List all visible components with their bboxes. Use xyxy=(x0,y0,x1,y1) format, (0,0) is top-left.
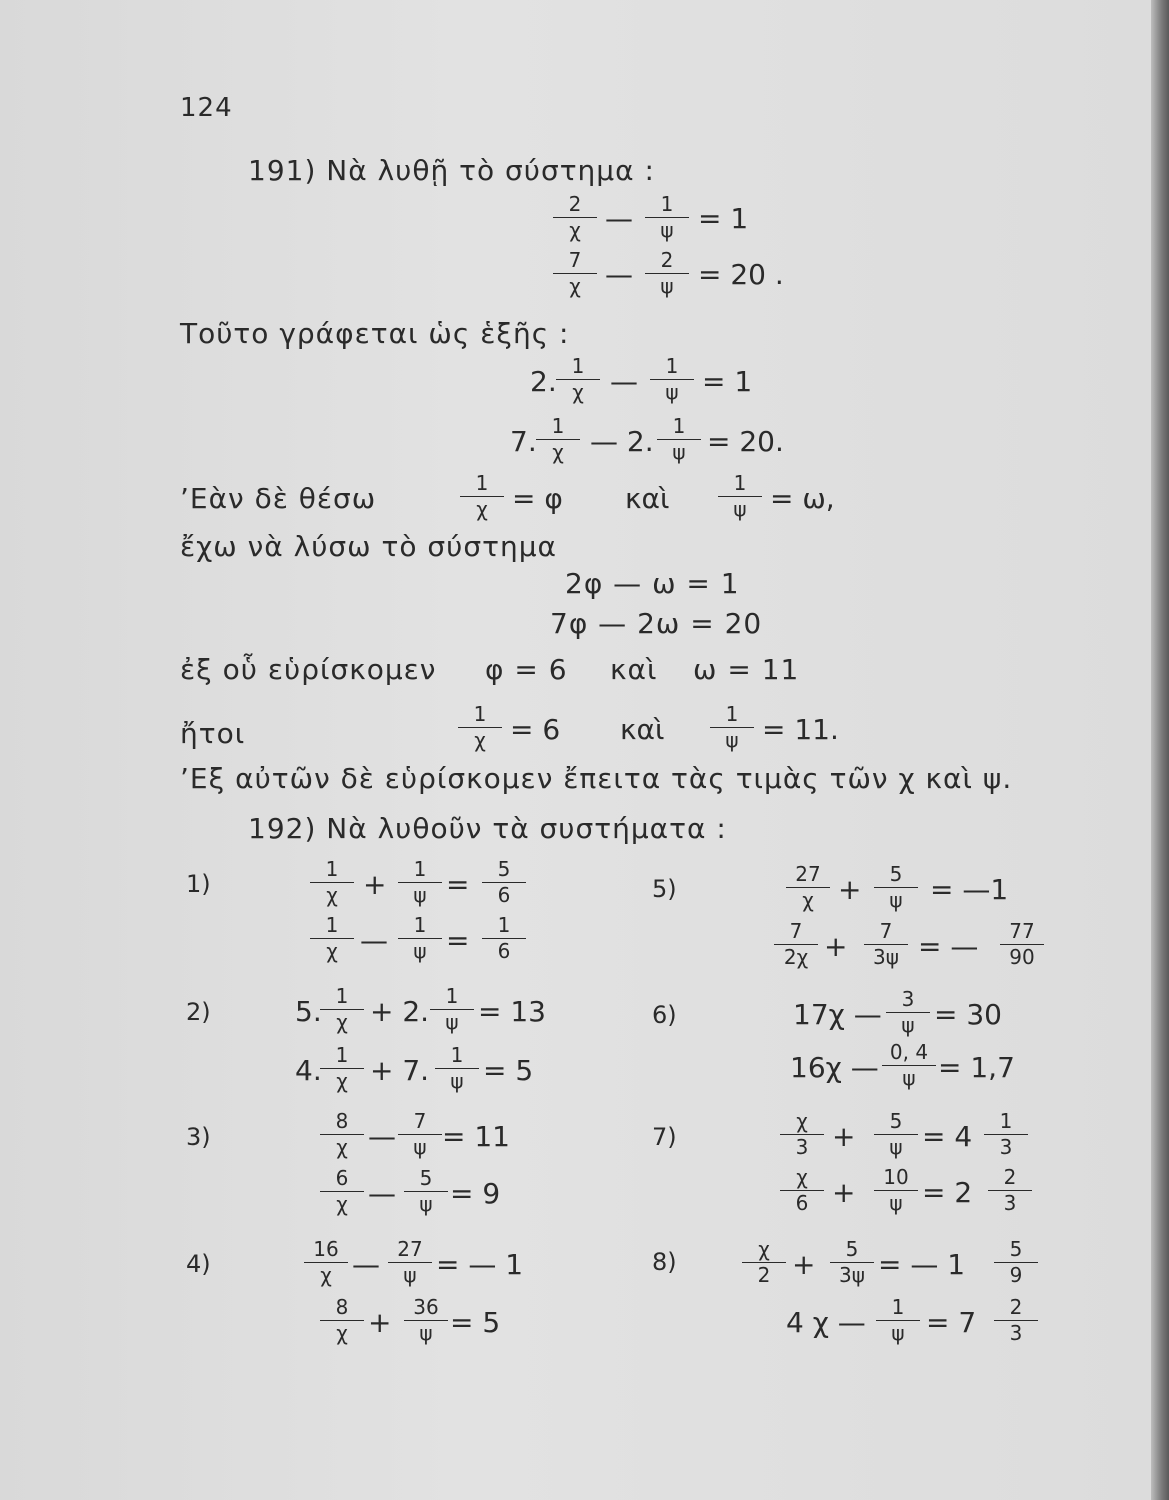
fraction: 5 ψ xyxy=(874,1110,918,1159)
fraction: 1 ψ xyxy=(657,415,701,464)
operator: = 2 xyxy=(922,1176,973,1209)
fraction: 1 ψ xyxy=(710,703,754,752)
system-label: 6) xyxy=(652,1001,677,1029)
fraction: 1 χ xyxy=(536,415,580,464)
equation-rhs: = 1 xyxy=(698,202,749,235)
equation-rhs: = 30 xyxy=(934,998,1002,1031)
page-number: 124 xyxy=(180,93,233,123)
fraction: 1 ψ xyxy=(398,858,442,907)
operator: = — xyxy=(918,930,979,963)
fraction: 1 χ xyxy=(310,914,354,963)
fraction: 1 3 xyxy=(984,1110,1028,1159)
operator: = 4 xyxy=(922,1120,973,1153)
problem-192-heading: 192) Νὰ λυθοῦν τὰ συστήματα : xyxy=(248,812,727,845)
equation-rhs: = 1,7 xyxy=(938,1051,1015,1084)
fraction: 2 ψ xyxy=(645,249,689,298)
substitution-text: ’Εὰν δὲ θέσω xyxy=(180,482,377,515)
fraction: 2 χ xyxy=(553,193,597,242)
conjunction-text: καὶ xyxy=(610,653,658,686)
fraction: χ 6 xyxy=(780,1166,824,1215)
fraction: 2 3 xyxy=(994,1296,1038,1345)
equation-rhs: = 13 xyxy=(478,995,546,1028)
fraction: 16 χ xyxy=(304,1238,348,1287)
fraction: 1 χ xyxy=(320,985,364,1034)
conjunction-text: καὶ xyxy=(620,713,665,746)
fraction: 1 χ xyxy=(310,858,354,907)
operator: = — 1 xyxy=(878,1248,966,1281)
operator: + 2. xyxy=(370,995,430,1028)
equation-rhs: = 20 . xyxy=(698,258,784,291)
operator: + xyxy=(838,873,862,906)
fraction: χ 2 xyxy=(742,1238,786,1287)
system-label: 1) xyxy=(186,870,211,898)
fraction: 5 9 xyxy=(994,1238,1038,1287)
operator: = 7 xyxy=(926,1306,977,1339)
equation-rhs: = 5 xyxy=(450,1306,501,1339)
fraction: 1 χ xyxy=(320,1044,364,1093)
result-rhs: = 6 xyxy=(510,713,561,746)
equation-rhs: = 9 xyxy=(450,1177,501,1210)
fraction: 7 2χ xyxy=(774,920,818,969)
fraction: 5 6 xyxy=(482,858,526,907)
solve-text: ἔχω νὰ λύσω τὸ σύστημα xyxy=(180,530,557,563)
fraction: 1 6 xyxy=(482,914,526,963)
fraction: 1 ψ xyxy=(435,1044,479,1093)
operator: — xyxy=(352,1248,380,1281)
equation-rhs: = — 1 xyxy=(436,1248,524,1281)
operator: — xyxy=(610,365,638,398)
coefficient: 17χ — xyxy=(793,998,882,1031)
system-label: 3) xyxy=(186,1123,211,1151)
fraction: 1 ψ xyxy=(718,472,762,521)
equation-rhs: = 5 xyxy=(483,1054,534,1087)
system-label: 2) xyxy=(186,998,211,1026)
fraction: 5 ψ xyxy=(404,1167,448,1216)
system-label: 7) xyxy=(652,1123,677,1151)
found-phi: φ = 6 xyxy=(485,653,568,686)
fraction: 1 ψ xyxy=(645,193,689,242)
operator: + xyxy=(832,1176,856,1209)
fraction: 5 ψ xyxy=(874,863,918,912)
equation-rhs: = 11 xyxy=(442,1120,510,1153)
equation-rhs: = 20. xyxy=(707,425,784,458)
rewrite-text: Τοῦτο γράφεται ὡς ἑξῆς : xyxy=(180,317,570,350)
operator: + xyxy=(368,1306,392,1339)
substitution-rhs: = φ xyxy=(512,482,563,515)
fraction: 2 3 xyxy=(988,1166,1032,1215)
operator: + xyxy=(363,868,387,901)
operator: — xyxy=(368,1177,396,1210)
coefficient: 4. xyxy=(295,1054,322,1087)
fraction: 8 χ xyxy=(320,1110,364,1159)
fraction: 1 ψ xyxy=(430,985,474,1034)
fraction: 1 ψ xyxy=(398,914,442,963)
final-text: ’Εξ αὐτῶν δὲ εὑρίσκομεν ἔπειτα τὰς τιμὰς τῶν χ καὶ ψ. xyxy=(180,762,1013,795)
equation-rhs: = 1 xyxy=(702,365,753,398)
fraction: 1 ψ xyxy=(650,355,694,404)
operator: + xyxy=(824,930,848,963)
book-spine xyxy=(1151,0,1169,1500)
fraction: 10 ψ xyxy=(874,1166,918,1215)
coefficient: 2. xyxy=(530,365,557,398)
result-rhs: = 11. xyxy=(762,713,839,746)
fraction: 6 χ xyxy=(320,1167,364,1216)
system-label: 4) xyxy=(186,1250,211,1278)
system-label: 8) xyxy=(652,1248,677,1276)
linear-equation-2: 7φ — 2ω = 20 xyxy=(550,607,763,640)
fraction: 7 ψ xyxy=(398,1110,442,1159)
hence-text: ἤτοι xyxy=(180,717,246,750)
fraction: 1 χ xyxy=(460,472,504,521)
fraction: 7 χ xyxy=(553,249,597,298)
fraction: 36 ψ xyxy=(404,1296,448,1345)
operator: + 7. xyxy=(370,1054,430,1087)
operator: — xyxy=(368,1120,396,1153)
linear-equation-1: 2φ — ω = 1 xyxy=(565,567,740,600)
fraction: χ 3 xyxy=(780,1110,824,1159)
fraction: 8 χ xyxy=(320,1296,364,1345)
operator: + xyxy=(792,1248,816,1281)
coefficient: 4 χ — xyxy=(786,1306,866,1339)
operator: + xyxy=(832,1120,856,1153)
coefficient: 16χ — xyxy=(790,1051,879,1084)
coefficient: 5. xyxy=(295,995,322,1028)
coefficient: 7. xyxy=(510,425,537,458)
fraction: 27 χ xyxy=(786,863,830,912)
operator: — 2. xyxy=(590,425,654,458)
fraction: 3 ψ xyxy=(886,988,930,1037)
conjunction-text: καὶ xyxy=(625,482,670,515)
fraction: 1 χ xyxy=(556,355,600,404)
fraction: 5 3ψ xyxy=(830,1238,874,1287)
operator: — xyxy=(360,924,388,957)
operator: — xyxy=(605,258,633,291)
operator: = xyxy=(446,868,470,901)
fraction: 1 ψ xyxy=(876,1296,920,1345)
found-text: ἐξ οὗ εὑρίσκομεν xyxy=(180,653,437,686)
substitution-rhs: = ω, xyxy=(770,482,835,515)
problem-191-heading: 191) Νὰ λυθῇ τὸ σύστημα : xyxy=(248,154,655,187)
fraction: 0, 4 ψ xyxy=(882,1041,936,1090)
fraction: 1 χ xyxy=(458,703,502,752)
fraction: 27 ψ xyxy=(388,1238,432,1287)
fraction: 7 3ψ xyxy=(864,920,908,969)
operator: = xyxy=(446,924,470,957)
fraction: 77 90 xyxy=(1000,920,1044,969)
system-label: 5) xyxy=(652,875,677,903)
operator: — xyxy=(605,202,633,235)
equation-rhs: = —1 xyxy=(930,873,1009,906)
found-omega: ω = 11 xyxy=(693,653,800,686)
